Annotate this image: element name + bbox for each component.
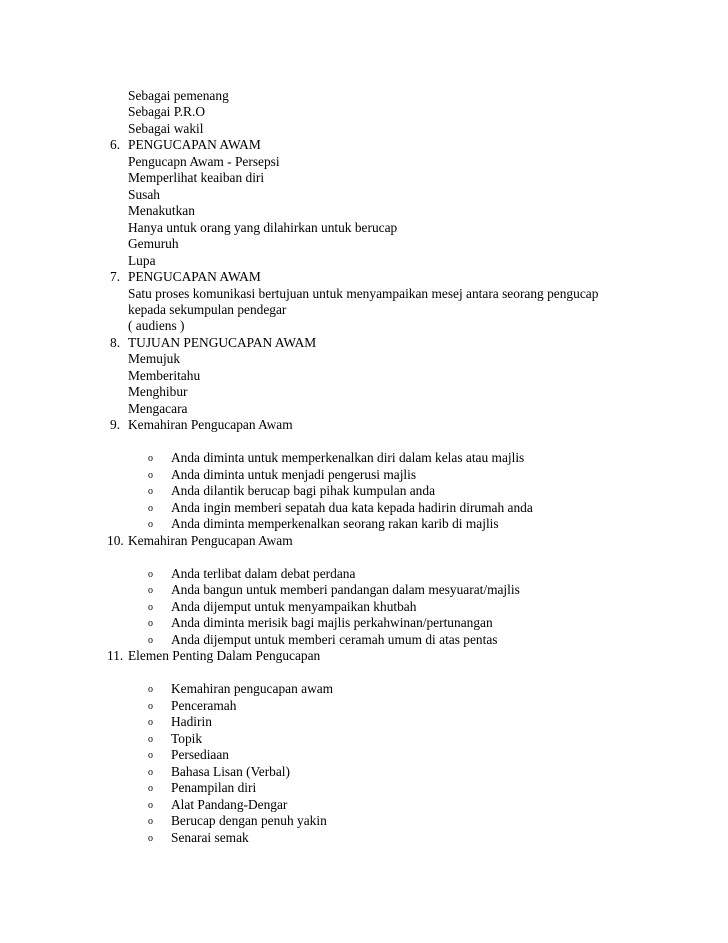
section-title: Elemen Penting Dalam Pengucapan: [128, 648, 321, 663]
bullet-item: [0, 830, 728, 846]
section-heading: [0, 137, 728, 153]
bullet-item-text: Anda ingin memberi sepatah dua kata kepada hadirin dirumah anda: [171, 500, 533, 515]
bullet-item: [0, 599, 728, 615]
bullet-marker-icon: o: [148, 503, 153, 514]
bullet-marker-icon: o: [148, 800, 153, 811]
list-item-text: Susah: [128, 187, 160, 202]
bullet-item-text: Berucap dengan penuh yakin: [171, 813, 327, 828]
bullet-item: [0, 747, 728, 763]
bullet-marker-icon: o: [148, 618, 153, 629]
bullet-item: [0, 764, 728, 780]
bullet-marker-icon: o: [148, 833, 153, 844]
section-number: 9.: [110, 417, 121, 432]
bullet-item-text: Senarai semak: [171, 830, 249, 845]
list-item-text: Satu proses komunikasi bertujuan untuk menyampaikan mesej antara seorang pengucap: [128, 286, 599, 301]
section-title: PENGUCAPAN AWAM: [128, 137, 261, 152]
section-title: TUJUAN PENGUCAPAN AWAM: [128, 335, 317, 350]
bullet-marker-icon: o: [148, 569, 153, 580]
bullet-item: [0, 714, 728, 730]
list-item: [0, 187, 728, 203]
bullet-item: [0, 467, 728, 483]
list-item: [0, 236, 728, 252]
list-item: [0, 401, 728, 417]
bullet-marker-icon: o: [148, 750, 153, 761]
list-item: [0, 121, 728, 137]
list-item: [0, 351, 728, 367]
list-item: [0, 203, 728, 219]
bullet-marker-icon: o: [148, 816, 153, 827]
list-item-text: Sebagai pemenang: [128, 88, 229, 103]
list-item-text: Hanya untuk orang yang dilahirkan untuk berucap: [128, 220, 398, 235]
list-item: [0, 302, 728, 318]
section-number: 6.: [110, 137, 121, 152]
list-item-text: Sebagai wakil: [128, 121, 204, 136]
list-item: [0, 170, 728, 186]
list-item: [0, 220, 728, 236]
bullet-item: [0, 731, 728, 747]
section-number: 10.: [107, 533, 124, 548]
bullet-marker-icon: o: [148, 783, 153, 794]
bullet-marker-icon: o: [148, 470, 153, 481]
bullet-item-text: Anda diminta merisik bagi majlis perkahwinan/pertunangan: [171, 615, 493, 630]
list-item-text: Sebagai P.R.O: [128, 104, 205, 119]
bullet-item: [0, 797, 728, 813]
list-item-text: Memujuk: [128, 351, 181, 366]
bullet-item: [0, 615, 728, 631]
section-number: 7.: [110, 269, 121, 284]
bullet-item-text: Penampilan diri: [171, 780, 257, 795]
bullet-marker-icon: o: [148, 701, 153, 712]
list-item-text: Memberitahu: [128, 368, 201, 383]
bullet-item-text: Penceramah: [171, 698, 237, 713]
bullet-item-text: Bahasa Lisan (Verbal): [171, 764, 290, 779]
bullet-marker-icon: o: [148, 717, 153, 728]
list-item: [0, 88, 728, 104]
section-number: 11.: [107, 648, 124, 663]
section-number: 8.: [110, 335, 121, 350]
bullet-item: [0, 516, 728, 532]
bullet-item-text: Alat Pandang-Dengar: [171, 797, 288, 812]
section-title: PENGUCAPAN AWAM: [128, 269, 261, 284]
bullet-marker-icon: o: [148, 486, 153, 497]
list-item-text: Gemuruh: [128, 236, 179, 251]
bullet-item-text: Hadirin: [171, 714, 212, 729]
bullet-marker-icon: o: [148, 453, 153, 464]
list-item-text: kepada sekumpulan pendegar: [128, 302, 287, 317]
list-item-text: Menakutkan: [128, 203, 195, 218]
bullet-item: [0, 566, 728, 582]
section-title: Kemahiran Pengucapan Awam: [128, 533, 293, 548]
list-item: [0, 384, 728, 400]
list-item: [0, 318, 728, 334]
list-item-text: Menghibur: [128, 384, 188, 399]
bullet-item-text: Anda bangun untuk memberi pandangan dalam mesyuarat/majlis: [171, 582, 520, 597]
section-heading: [0, 269, 728, 285]
section-title: Kemahiran Pengucapan Awam: [128, 417, 293, 432]
section-heading: [0, 648, 728, 664]
list-item-text: Pengucapn Awam - Persepsi: [128, 154, 280, 169]
bullet-item: [0, 582, 728, 598]
list-item: [0, 368, 728, 384]
bullet-marker-icon: o: [148, 734, 153, 745]
bullet-item: [0, 698, 728, 714]
bullet-item: [0, 813, 728, 829]
bullet-item: [0, 681, 728, 697]
bullet-item-text: Anda dijemput untuk memberi ceramah umum di atas pentas: [171, 632, 498, 647]
bullet-item-text: Anda diminta memperkenalkan seorang rakan karib di majlis: [171, 516, 499, 531]
bullet-marker-icon: o: [148, 519, 153, 530]
bullet-marker-icon: o: [148, 602, 153, 613]
bullet-item: [0, 780, 728, 796]
list-item: [0, 154, 728, 170]
bullet-item: [0, 450, 728, 466]
bullet-item-text: Anda dilantik berucap bagi pihak kumpulan anda: [171, 483, 436, 498]
bullet-marker-icon: o: [148, 684, 153, 695]
bullet-marker-icon: o: [148, 585, 153, 596]
list-item-text: Mengacara: [128, 401, 188, 416]
list-item-text: Lupa: [128, 253, 156, 268]
section-heading: [0, 533, 728, 549]
list-item-text: ( audiens ): [128, 318, 185, 333]
bullet-item-text: Anda diminta untuk memperkenalkan diri dalam kelas atau majlis: [171, 450, 525, 465]
section-heading: [0, 335, 728, 351]
bullet-marker-icon: o: [148, 767, 153, 778]
list-item-text: Memperlihat keaiban diri: [128, 170, 265, 185]
bullet-item-text: Persediaan: [171, 747, 230, 762]
bullet-item: [0, 483, 728, 499]
bullet-item-text: Topik: [171, 731, 203, 746]
bullet-marker-icon: o: [148, 635, 153, 646]
bullet-item-text: Kemahiran pengucapan awam: [171, 681, 334, 696]
bullet-item: [0, 500, 728, 516]
list-item: [0, 286, 728, 302]
bullet-item-text: Anda terlibat dalam debat perdana: [171, 566, 356, 581]
list-item: [0, 253, 728, 269]
bullet-item-text: Anda diminta untuk menjadi pengerusi majlis: [171, 467, 417, 482]
bullet-item: [0, 632, 728, 648]
section-heading: [0, 417, 728, 433]
list-item: [0, 104, 728, 120]
bullet-item-text: Anda dijemput untuk menyampaikan khutbah: [171, 599, 417, 614]
